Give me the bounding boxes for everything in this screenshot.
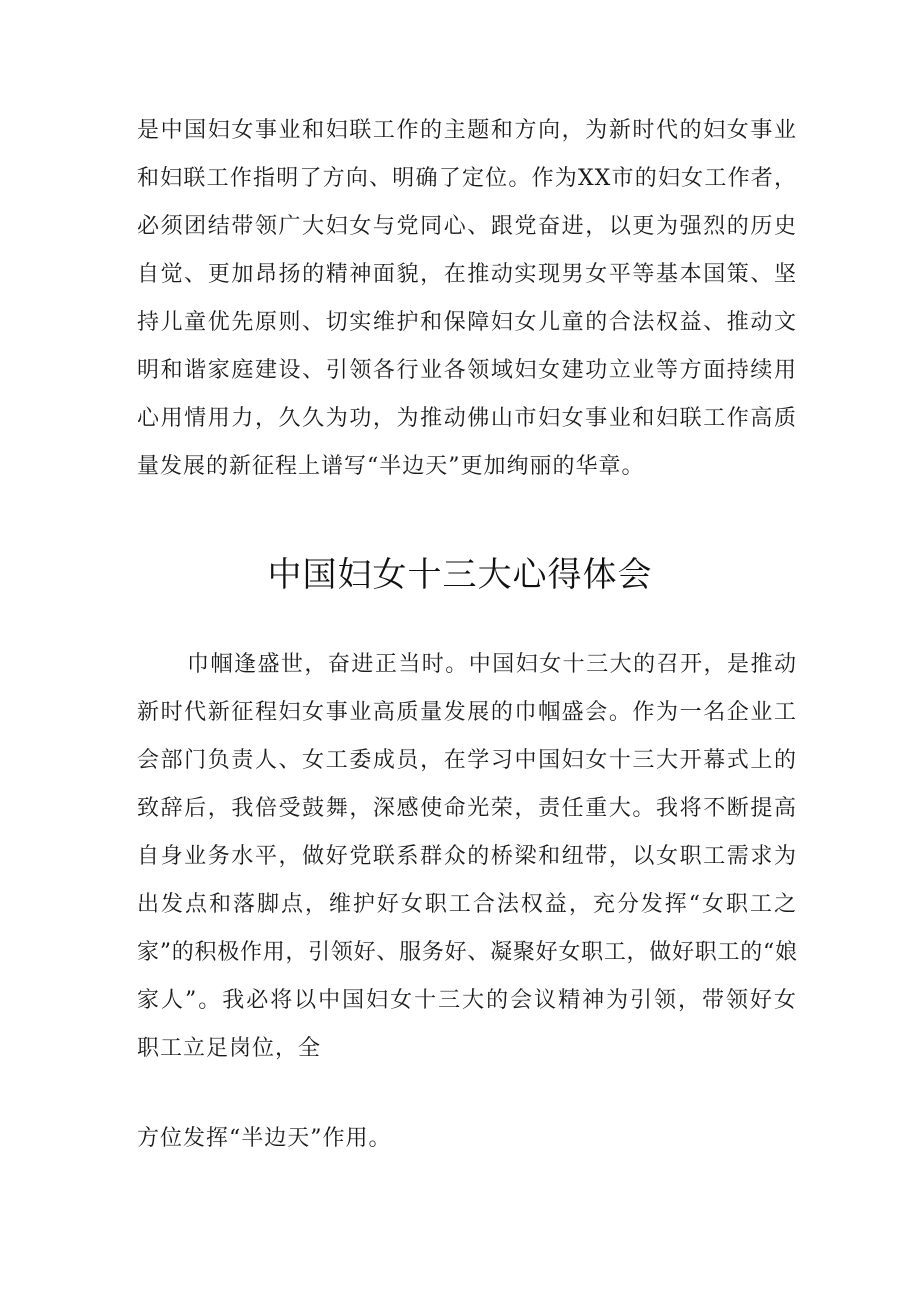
paragraph-2-line-6: 出发点和落脚点，维护好女职工合法权益，充分发挥“女职工之 [137,892,797,917]
section-heading: 中国妇女十三大心得体会 [267,555,653,595]
paragraph-1-line-7: 心用情用力，久久为功，为推动佛山市妇女事业和妇联工作高质 [137,406,797,431]
paragraph-1-line-6: 明和谐家庭建设、引领各行业各领域妇女建功立业等方面持续用 [137,358,797,383]
paragraph-2-line-5: 自身业务水平，做好党联系群众的桥梁和纽带，以女职工需求为 [137,844,797,869]
paragraph-1-line-8: 量发展的新征程上谱写“半边天”更加绚丽的华章。 [137,454,645,479]
paragraph-2-line-3: 会部门负责人、女工委成员，在学习中国妇女十三大开幕式上的 [137,748,797,773]
paragraph-1-line-3: 必须团结带领广大妇女与党同心、跟党奋进，以更为强烈的历史 [137,214,797,239]
paragraph-1-line-1: 是中国妇女事业和妇联工作的主题和方向，为新时代的妇女事业 [137,118,797,143]
paragraph-2-line-9: 职工立足岗位，全 [137,1036,322,1061]
paragraph-2-line-1: 巾帼逢盛世，奋进正当时。中国妇女十三大的召开，是推动 [187,652,797,677]
paragraph-2-line-8: 家人”。我必将以中国妇女十三大的会议精神为引领，带领好女 [137,988,797,1013]
paragraph-2-line-4: 致辞后，我倍受鼓舞，深感使命光荣，责任重大。我将不断提高 [137,796,797,821]
paragraph-1-line-4: 自觉、更加昂扬的精神面貌，在推动实现男女平等基本国策、坚 [137,262,797,287]
paragraph-1-line-5: 持儿童优先原则、切实维护和保障妇女儿童的合法权益、推动文 [137,310,797,335]
paragraph-2-line-2: 新时代新征程妇女事业高质量发展的巾帼盛会。作为一名企业工 [137,700,797,725]
paragraph-3-line-1: 方位发挥“半边天”作用。 [137,1126,392,1151]
paragraph-2-line-7: 家”的积极作用，引领好、服务好、凝聚好女职工，做好职工的“娘 [137,940,797,965]
paragraph-1-line-2: 和妇联工作指明了方向、明确了定位。作为XX市的妇女工作者， [137,166,797,191]
